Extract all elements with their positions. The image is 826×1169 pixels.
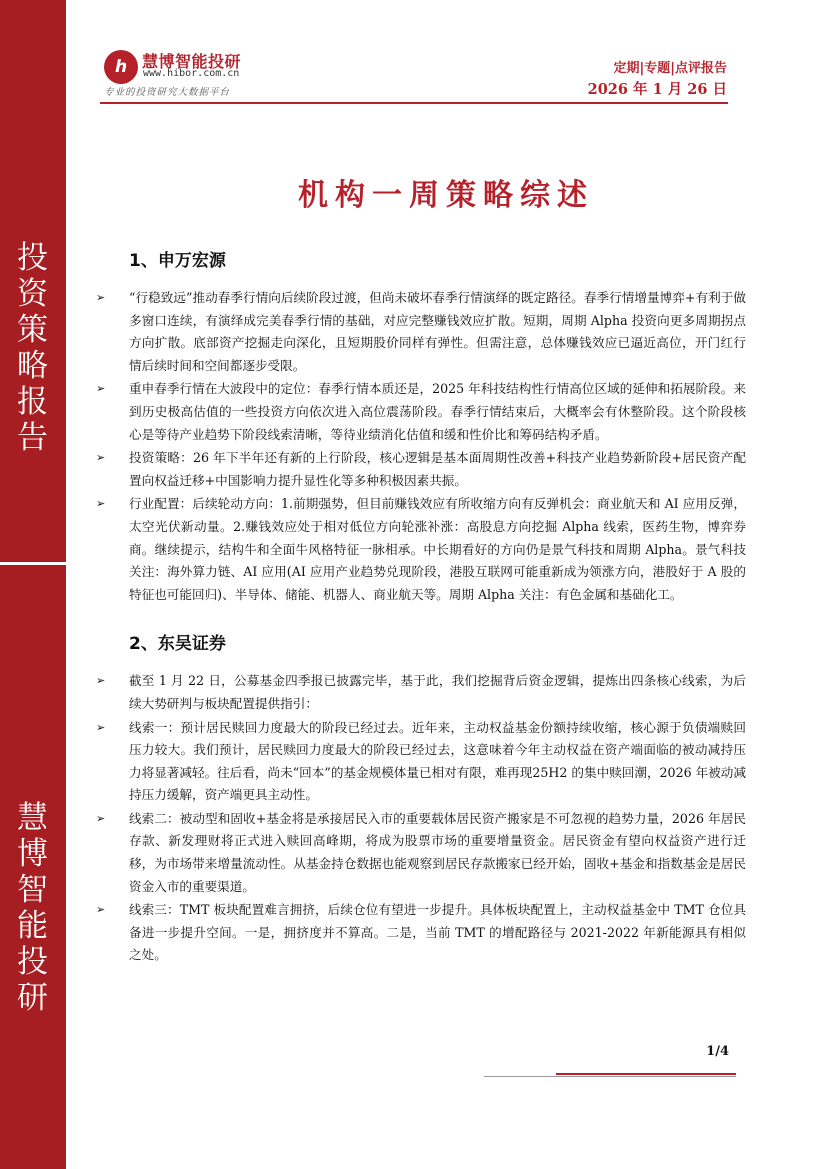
- sidebar-char: 报: [17, 384, 49, 420]
- report-body: [96, 247, 746, 968]
- sidebar-char: 慧: [17, 800, 49, 836]
- arrow-bullet-icon: ➢: [96, 720, 106, 734]
- arrow-bullet-icon: ➢: [96, 497, 106, 511]
- list-item-text: 线索二：被动型和固收+基金将是承接居民入市的重要载体居民资产搬家是不可忽视的趋势力量，2026 年居民存款、新发理财将正式进入赎回高峰期，将成为股票市场的重要增量资金。居民资金有望向权益资产进行迁移，为市场带来增量流动性。从基金持仓数据也能观察到居民存款搬家已经开始，固收+基金和指数基金是居民资金入市的重要渠道。: [129, 810, 746, 894]
- arrow-bullet-icon: ➢: [96, 291, 106, 304]
- sidebar-char: 研: [17, 980, 49, 1016]
- sidebar-char: 智: [17, 872, 49, 908]
- logo-mark-icon: h: [104, 50, 138, 84]
- sidebar-char: 投: [17, 240, 49, 276]
- sidebar-char: 资: [17, 276, 49, 312]
- sidebar-char: 策: [17, 312, 49, 348]
- sidebar-label-brand: [0, 800, 66, 1016]
- list-item: [96, 287, 746, 377]
- footer-divider: [484, 1076, 736, 1077]
- sidebar-char: 博: [17, 836, 49, 872]
- logo-slogan: 专业的投资研究大数据平台: [104, 87, 231, 98]
- list-item-text: 投资策略：26 年下半年还有新的上行阶段，核心逻辑是基本面周期性改善+科技产业趋势新阶段+居民资产配置向权益迁移+中国影响力提升显性化等多种积极因素共振。: [129, 450, 746, 488]
- list-item: [96, 493, 746, 606]
- sidebar-label-report-type: [0, 240, 66, 456]
- hibor-logo: [104, 48, 264, 100]
- sidebar-char: 能: [17, 908, 49, 944]
- list-item: [96, 717, 746, 807]
- footer-accent-divider: [556, 1073, 736, 1075]
- report-date: 2026 年 1 月 26 日: [587, 81, 727, 98]
- sidebar-divider: [0, 562, 66, 565]
- arrow-bullet-icon: ➢: [96, 674, 106, 688]
- arrow-bullet-icon: ➢: [96, 903, 106, 917]
- list-item: [96, 447, 746, 492]
- sidebar-char: 告: [17, 420, 49, 456]
- section-heading: 2、东吴证券: [129, 634, 226, 655]
- page-title: 机构一周策略综述: [298, 178, 594, 213]
- section-heading: 1、申万宏源: [129, 251, 226, 271]
- list-item-text: 线索三：TMT 板块配置难言拥挤，后续仓位有望进一步提升。具体板块配置上，主动权益基金中 TMT 仓位具备进一步提升空间。一是，拥挤度并不算高。二是，当前 TMT 的增配路径与 2021-2022 年新能源具有相似之处。: [129, 902, 746, 963]
- left-sidebar-band: [0, 0, 66, 1169]
- logo-name: 慧博智能投研: [142, 52, 242, 71]
- list-item: [96, 378, 746, 446]
- sidebar-char: 投: [17, 944, 49, 980]
- report-type: 定期|专题|点评报告: [613, 61, 727, 76]
- list-item: [96, 808, 746, 898]
- list-item-text: 行业配置：后续轮动方向：1.前期强势，但目前赚钱效应有所收缩方向有反弹机会：商业航天和 AI 应用反弹，太空光伏新动量。2.赚钱效应处于相对低位方向轮涨补涨：高股息方向挖掘 Alpha 线索，医药生物，博弈券商。继续提示，结构牛和全面牛风格特征一脉相承。中长期看好的方向仍是景气科技和周期 Alpha。景气科技关注：海外算力链、AI 应用(AI 应用产业趋势兑现阶段，港股互联网可能重新成为领涨方向，港股好于 A 股的特征也可能回归)、半导体、储能、机器人、商业航天等。周期 Alpha 关注：有色金属和基础化工。: [129, 496, 746, 602]
- logo-url: www.hibor.com.cn: [143, 68, 240, 79]
- arrow-bullet-icon: ➢: [96, 811, 106, 825]
- list-item-text: 线索一：预计居民赎回力度最大的阶段已经过去。近年来，主动权益基金份额持续收缩，核心源于负债端赎回压力较大。我们预计，居民赎回力度最大的阶段已经过去，这意味着今年主动权益在资产端面临的被动减持压力将显著减轻。往后看，尚未“回本”的基金规模体量已相对有限，难再现25H2 的集中赎回潮，2026 年被动减持压力缓解，资产端更具主动性。: [129, 719, 746, 803]
- list-item: [96, 899, 746, 967]
- header-divider: [100, 102, 728, 104]
- arrow-bullet-icon: ➢: [96, 382, 106, 396]
- arrow-bullet-icon: ➢: [96, 451, 106, 465]
- page-number: 1/4: [706, 1044, 729, 1059]
- sidebar-char: 略: [17, 348, 49, 384]
- list-item-text: 截至 1 月 22 日，公募基金四季报已披露完毕，基于此，我们挖掘背后资金逻辑，提炼出四条核心线索，为后续大势研判与板块配置提供指引：: [129, 673, 746, 711]
- list-item-text: “行稳致远”推动春季行情向后续阶段过渡，但尚未破坏春季行情演绎的既定路径。春季行情增量博弈+有利于做多窗口连续，有演绎成完美春季行情的基础，对应完整赚钱效应扩散。短期，周期 Alpha 投资向更多周期拐点方向扩散。底部资产挖掘走向深化，且短期股价同样有弹性。但需注意，总体赚钱效应已逼近高位，开门红行情后续时间和空间都逐步受限。: [129, 290, 746, 373]
- list-item: [96, 670, 746, 715]
- list-item-text: 重申春季行情在大波段中的定位：春季行情本质还是，2025 年科技结构性行情高位区域的延伸和拓展阶段。来到历史极高估值的一些投资方向依次进入高位震荡阶段。春季行情结束后，大概率会有休整阶段。这个阶段核心是等待产业趋势下阶段线索清晰，等待业绩消化估值和缓和性价比和筹码结构矛盾。: [129, 381, 746, 442]
